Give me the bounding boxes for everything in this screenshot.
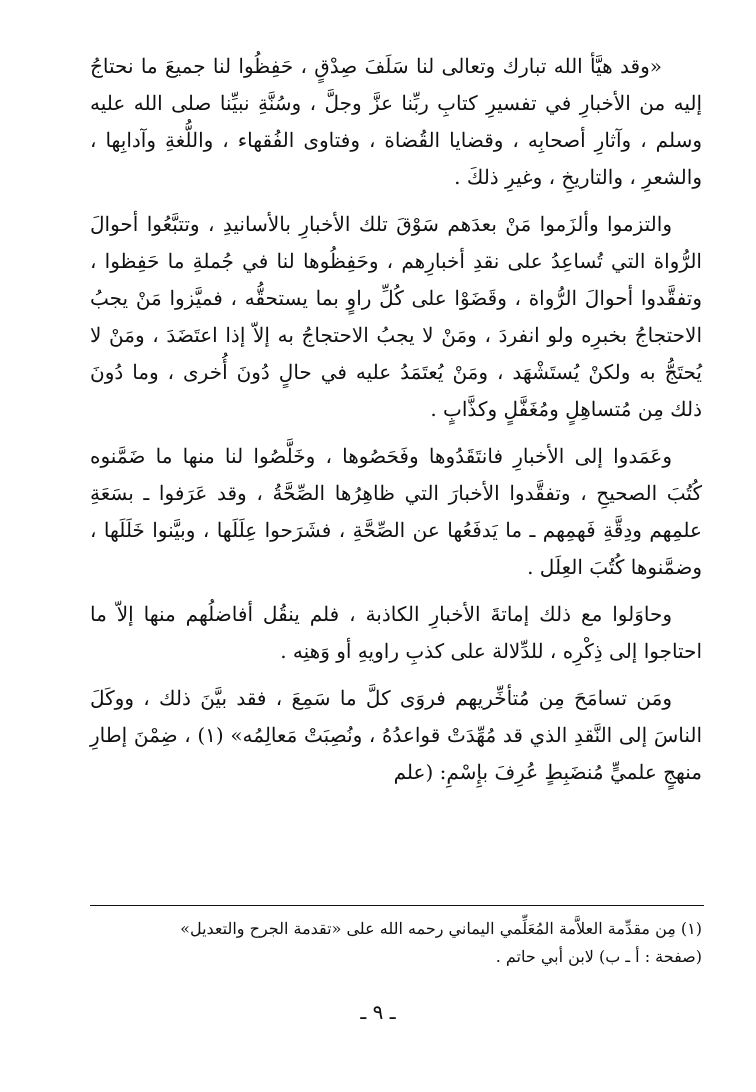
footnote-divider [90, 905, 704, 906]
paragraph-3: وعَمَدوا إلى الأخبارِ فانتَقَدُوها وفَحَصُوها ، وخَلَّصُوا لنا منها ما ضَمَّنوه كُتُبَ الصحيحِ ، وتفقَّدوا الأخبارَ التي ظاهِرُها الصِّحَّةُ ، وقد عَرَفوا ـ بسَعَةِ علمِهم ودِقَّةِ فَهمِهم ـ ما يَدفَعُها عن الصِّحَّةِ ، فشَرَحوا عِلَلَها ، وبيَّنوا خَلَلَها ، وضمَّنوها كُتُبَ العِلَل . [90, 444, 702, 579]
paragraph-2: والتزموا وألزَموا مَنْ بعدَهم سَوْقَ تلك الأخبارِ بالأسانيدِ ، وتتبَّعُوا أحوالَ الرُّواة التي تُساعِدُ على نقدِ أخبارِهم ، وحَفِظُوها لنا في جُملةِ ما حَفِظوا ، وتفقَّدوا أحوالَ الرُّواة ، وقَضَوْا على كُلِّ راوٍ بما يستحقُّه ، فميَّزوا مَنْ يجبُ الاحتجاجُ بخبرِه ولو انفردَ ، ومَنْ لا يجبُ الاحتجاجُ به إلاّ إذا اعتَضَدَ ، ومَنْ لا يُحتَجُّ به ولكنْ يُستَشْهَد ، ومَنْ يُعتَمَدُ عليه في حالٍ دُونَ أُخرى ، وما دُونَ ذلك مِن مُتساهِلٍ ومُغَفَّلٍ وكذَّابٍ . [90, 212, 702, 421]
footnote-line-2: (صفحة : أ ـ ب) لابن أبي حاتم . [495, 947, 702, 966]
paragraph-1: «وقد هيَّأ الله تبارك وتعالى لنا سَلَفَ صِدْقٍ ، حَفِظُوا لنا جميعَ ما نحتاجُ إليه من الأخبارِ في تفسيرِ كتابِ ربِّنا عزَّ وجلَّ ، وسُنَّةِ نبيِّنا صلى الله عليه وسلم ، وآثارِ أصحابِه ، وقضايا القُضاة ، وفتاوى الفُقهاء ، واللُّغةِ وآدابِها ، والشعرِ ، والتاريخِ ، وغيرِ ذلكَ . [90, 54, 702, 189]
paragraph-4: وحاوَلوا مع ذلك إماتةَ الأخبارِ الكاذبة ، فلم ينقُل أفاضلُهم منها إلاّ ما احتاجوا إلى ذِكْرِه ، للدِّلالة على كذبِ راويهِ أو وَهنِه . [90, 602, 702, 663]
page-number: ـ ٩ ـ [360, 1000, 396, 1024]
footnote [90, 915, 702, 971]
footnote-line-1: (١) مِن مقدِّمة العلاَّمة المُعَلِّمي اليماني رحمه الله على «تقدمة الجرح والتعديل» [180, 919, 702, 938]
paragraph-5: ومَن تسامَحَ مِن مُتأخِّريهم فروَى كلَّ ما سَمِعَ ، فقد بيَّنَ ذلك ، ووكَلَ الناسَ إلى النَّقدِ الذي قد مُهِّدَتْ قواعدُهُ ، ونُصِبَتْ مَعالِمُه» (١) ، ضِمْنَ إطارِ منهجٍ علميٍّ مُنضَبِطٍ عُرِفَ بإِسْمِ: (علم [90, 686, 703, 784]
main-text [90, 48, 702, 791]
